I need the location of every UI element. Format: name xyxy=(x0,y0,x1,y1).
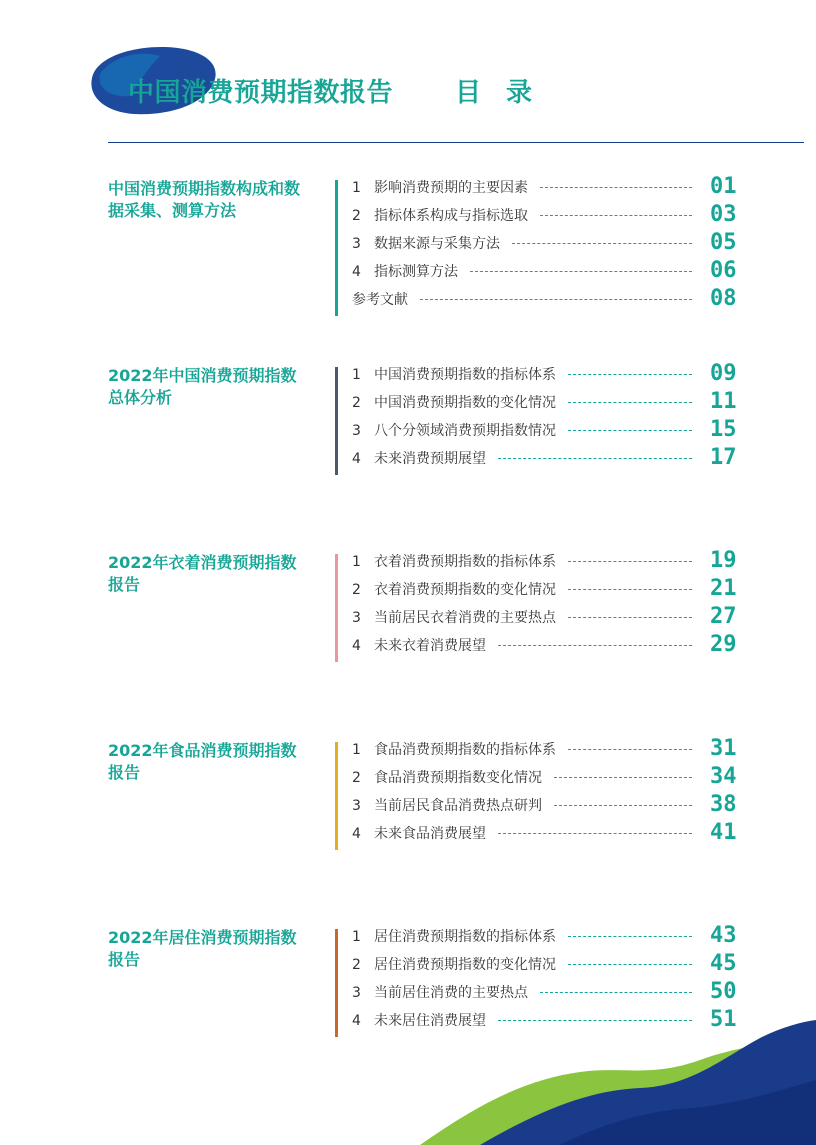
toc-entry-text: 居住消费预期指数的指标体系 xyxy=(374,929,556,945)
toc-entry-text: 当前居民衣着消费的主要热点 xyxy=(374,610,556,626)
toc-entry-text: 未来居住消费展望 xyxy=(374,1013,486,1029)
toc-page-number: 06 xyxy=(710,258,737,283)
section-title: 2022年居住消费预期指数报告 xyxy=(108,928,297,969)
toc-entry-number: 3 xyxy=(352,798,361,814)
toc-entry-text: 中国消费预期指数的变化情况 xyxy=(374,395,556,411)
section-title: 2022年衣着消费预期指数报告 xyxy=(108,553,297,594)
toc-entry-text: 参考文献 xyxy=(352,292,408,308)
toc-entry-number: 4 xyxy=(352,1013,361,1029)
toc-entry-text: 衣着消费预期指数的指标体系 xyxy=(374,554,556,570)
toc-entry-text: 当前居民食品消费热点研判 xyxy=(374,798,542,814)
toc-entry-number: 2 xyxy=(352,582,361,598)
toc-entry-number: 2 xyxy=(352,395,361,411)
toc-entry-number: 3 xyxy=(352,236,361,252)
toc-entry-number: 2 xyxy=(352,770,361,786)
toc-entry-number: 2 xyxy=(352,208,361,224)
toc-entry-number: 3 xyxy=(352,423,361,439)
toc-entry-text: 未来食品消费展望 xyxy=(374,826,486,842)
toc-entry-number: 1 xyxy=(352,554,361,570)
toc-page-number: 27 xyxy=(710,604,737,629)
toc-entry-text: 指标体系构成与指标选取 xyxy=(374,208,528,224)
toc-page-number: 45 xyxy=(710,951,737,976)
toc-entry-text: 数据来源与采集方法 xyxy=(374,236,500,252)
toc-heading: 目 录 xyxy=(455,78,541,108)
section-title: 2022年食品消费预期指数报告 xyxy=(108,741,297,782)
toc-entry-text: 未来衣着消费展望 xyxy=(374,638,486,654)
toc-page-number: 51 xyxy=(710,1007,737,1032)
toc-entry-text: 影响消费预期的主要因素 xyxy=(374,180,528,196)
toc-page-number: 31 xyxy=(710,736,737,761)
toc-entry-number: 4 xyxy=(352,451,361,467)
toc-page-number: 38 xyxy=(710,792,737,817)
section-title: 中国消费预期指数构成和数据采集、测算方法 xyxy=(108,179,301,220)
toc-entry-number: 1 xyxy=(352,180,361,196)
toc-entry-text: 未来消费预期展望 xyxy=(374,451,486,467)
toc-entry-number: 4 xyxy=(352,826,361,842)
toc-entry-number: 3 xyxy=(352,610,361,626)
toc-page-number: 08 xyxy=(710,286,737,311)
toc-entry-number: 1 xyxy=(352,367,361,383)
page-title: 中国消费预期指数报告 xyxy=(128,78,394,108)
toc-page-number: 11 xyxy=(710,389,737,414)
toc-entry-number: 1 xyxy=(352,742,361,758)
toc-page-number: 34 xyxy=(710,764,737,789)
toc-entry-text: 中国消费预期指数的指标体系 xyxy=(374,367,556,383)
toc-entry-text: 食品消费预期指数变化情况 xyxy=(374,770,542,786)
toc-entry-number: 2 xyxy=(352,957,361,973)
toc-entry-text: 八个分领域消费预期指数情况 xyxy=(374,423,556,439)
toc-page-number: 43 xyxy=(710,923,737,948)
toc-page-number: 09 xyxy=(710,361,737,386)
toc-entry-number: 3 xyxy=(352,985,361,1001)
toc-page-number: 01 xyxy=(710,174,737,199)
toc-entry-text: 居住消费预期指数的变化情况 xyxy=(374,957,556,973)
toc-page-number: 41 xyxy=(710,820,737,845)
section-title: 2022年中国消费预期指数总体分析 xyxy=(108,366,297,407)
toc-page-number: 05 xyxy=(710,230,737,255)
toc-page-number: 03 xyxy=(710,202,737,227)
toc-entry-number: 1 xyxy=(352,929,361,945)
toc-page-number: 29 xyxy=(710,632,737,657)
toc-page-number: 50 xyxy=(710,979,737,1004)
toc-entry-text: 当前居住消费的主要热点 xyxy=(374,985,528,1001)
toc-page-number: 15 xyxy=(710,417,737,442)
toc-page-number: 17 xyxy=(710,445,737,470)
toc-entry-text: 食品消费预期指数的指标体系 xyxy=(374,742,556,758)
toc-page-number: 21 xyxy=(710,576,737,601)
toc-entry-number: 4 xyxy=(352,264,361,280)
toc-entry-text: 指标测算方法 xyxy=(374,264,458,280)
toc-entry-number: 4 xyxy=(352,638,361,654)
toc-entry-text: 衣着消费预期指数的变化情况 xyxy=(374,582,556,598)
toc-page-number: 19 xyxy=(710,548,737,573)
